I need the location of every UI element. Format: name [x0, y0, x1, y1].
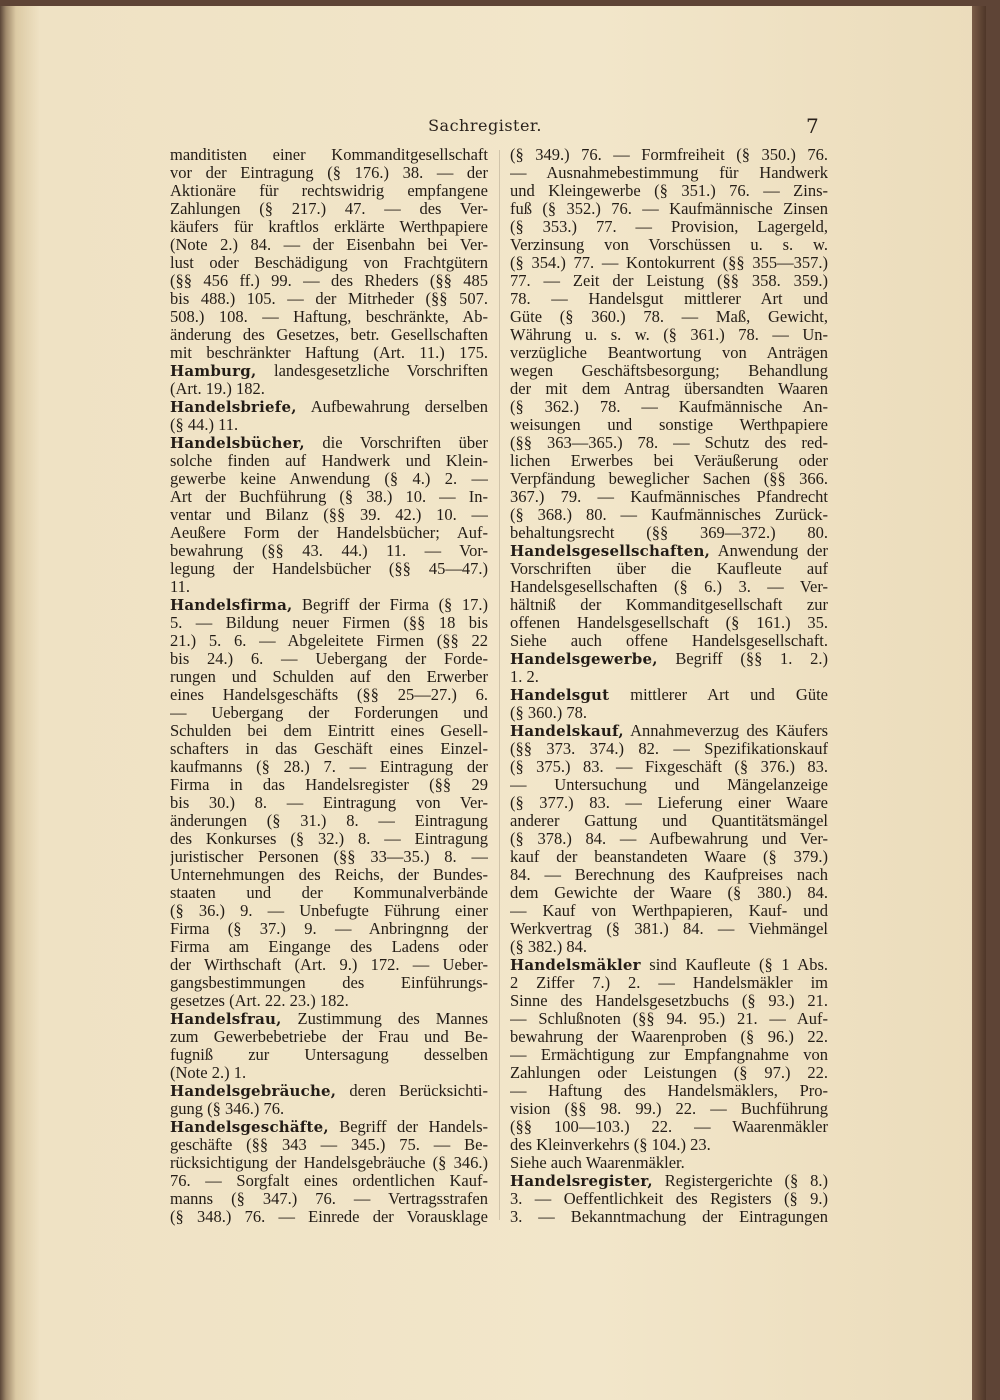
index-line: [510, 1208, 828, 1226]
index-text: Begriff (§§ 1. 2.): [675, 650, 828, 668]
index-text: Begriff der Firma (§ 17.): [302, 596, 488, 614]
index-text: 84. — Berechnung des Kaufpreises nach: [510, 866, 828, 884]
index-line: [510, 1010, 828, 1028]
index-text: offenen Handelsgesellschaft (§ 161.) 35.: [510, 614, 828, 632]
index-line: [510, 560, 828, 578]
index-text: 77. — Zeit der Leistung (§§ 358. 359.): [510, 272, 828, 290]
index-text: (§ 382.) 84.: [510, 937, 587, 956]
index-line: [510, 866, 828, 884]
index-text: Firma (§ 37.) 9. — Anbringnng der: [170, 920, 488, 938]
index-entry-start: [170, 1010, 488, 1028]
index-line: [510, 326, 828, 344]
index-text: bis 488.) 105. — der Mitrheder (§§ 507.: [170, 290, 488, 308]
index-text: geschäfte (§§ 343 — 345.) 75. — Be-: [170, 1136, 488, 1154]
index-line: [510, 1028, 828, 1046]
index-text: gangsbestimmungen des Einführungs-: [170, 974, 488, 992]
index-text: 21.) 5. 6. — Abgeleitete Firmen (§§ 22: [170, 632, 488, 650]
index-line: [170, 884, 488, 902]
index-entry-start: [170, 398, 488, 416]
index-line: [510, 254, 828, 272]
index-line: [510, 470, 828, 488]
index-headword: Handelsfrau,: [170, 1010, 282, 1028]
index-text: (§ 353.) 77. — Provision, Lagergeld,: [510, 218, 828, 236]
index-line: [510, 200, 828, 218]
index-line: [170, 776, 488, 794]
index-line: [170, 524, 488, 542]
index-text: Begriff der Handels-: [339, 1118, 488, 1136]
index-line: [510, 236, 828, 254]
index-line: [510, 344, 828, 362]
index-headword: Handelsgewerbe,: [510, 650, 658, 668]
index-entry-start: [170, 434, 488, 452]
index-headword: Handelsgebräuche,: [170, 1082, 337, 1100]
index-text: Schulden bei dem Eintritt eines Gesell-: [170, 722, 488, 740]
index-line: [510, 488, 828, 506]
index-line: [510, 758, 828, 776]
index-line: [510, 1100, 828, 1118]
index-text: 508.) 108. — Haftung, beschränkte, Ab-: [170, 308, 488, 326]
index-line: [170, 1136, 488, 1154]
index-text: gung (§ 346.) 76.: [170, 1099, 285, 1118]
index-line: [510, 848, 828, 866]
index-line: [510, 902, 828, 920]
index-line: [510, 452, 828, 470]
column-divider: [499, 150, 500, 1220]
index-text: (§ 378.) 84. — Aufbewahrung und Ver-: [510, 830, 828, 848]
index-line: [170, 470, 488, 488]
index-line: [170, 992, 488, 1010]
index-line: [510, 1118, 828, 1136]
index-text: manns (§ 347.) 76. — Vertragsstrafen: [170, 1190, 488, 1208]
index-line: [170, 290, 488, 308]
index-line: [170, 218, 488, 236]
index-entry-start: [170, 596, 488, 614]
index-text: 3. — Oeffentlichkeit des Registers (§ 9.): [510, 1190, 828, 1208]
index-text: rungen und Schulden auf den Erwerber: [170, 668, 488, 686]
index-text: (§§ 100—103.) 22. — Waarenmäkler: [510, 1118, 828, 1136]
index-line: [170, 344, 488, 362]
index-text: zum Gewerbebetriebe der Frau und Be-: [170, 1028, 488, 1046]
index-line: [510, 1046, 828, 1064]
book-page: [0, 6, 986, 1400]
index-text: änderung des Gesetzes, betr. Gesellschaften: [170, 326, 488, 344]
index-entry-start: [510, 686, 828, 704]
index-column-right: [510, 146, 828, 1226]
index-text: (§ 354.) 77. — Kontokurrent (§§ 355—357.): [510, 254, 828, 272]
index-text: bis 24.) 6. — Uebergang der Forde-: [170, 650, 488, 668]
index-line: [170, 488, 488, 506]
index-text: Aufbewahrung derselben: [310, 398, 488, 416]
index-text: 5. — Bildung neuer Firmen (§§ 18 bis: [170, 614, 488, 632]
index-line: [170, 542, 488, 560]
index-line: [510, 632, 828, 650]
index-headword: Handelsgeschäfte,: [170, 1118, 329, 1136]
index-text: Verpfändung beweglicher Sachen (§§ 366.: [510, 470, 828, 488]
index-entry-start: [170, 1118, 488, 1136]
index-entry-start: [170, 362, 488, 380]
index-line: [170, 560, 488, 578]
index-text: schafters in das Geschäft eines Einzel-: [170, 740, 488, 758]
index-text: (§ 375.) 83. — Fixgeschäft (§ 376.) 83.: [510, 758, 828, 776]
index-text: Annahmeverzug des Käufers: [630, 722, 828, 740]
index-text: (§ 377.) 83. — Lieferung einer Waare: [510, 794, 828, 812]
index-text: des Konkurses (§ 32.) 8. — Eintragung: [170, 830, 488, 848]
index-text: eines Handelsgeschäfts (§§ 25—27.) 6.: [170, 686, 488, 704]
index-line: [170, 920, 488, 938]
index-text: lust oder Beschädigung von Frachtgütern: [170, 254, 488, 272]
index-text: gewerbe keine Anwendung (§ 4.) 2. —: [170, 470, 488, 488]
index-text: — Kauf von Werthpapieren, Kauf- und: [510, 902, 828, 920]
index-line: [510, 1190, 828, 1208]
index-line: [510, 830, 828, 848]
index-text: juristischer Personen (§§ 33—35.) 8. —: [170, 848, 488, 866]
index-text: — Uebergang der Forderungen und: [170, 704, 488, 722]
index-line: [510, 218, 828, 236]
index-line: [510, 308, 828, 326]
index-line: [510, 1154, 828, 1172]
index-text: (§§ 373. 374.) 82. — Spezifikationskauf: [510, 740, 828, 758]
index-line: [510, 164, 828, 182]
index-line: [170, 146, 488, 164]
index-text: (§ 368.) 80. — Kaufmännisches Zurück-: [510, 506, 828, 524]
index-text: 78. — Handelsgut mittlerer Art und: [510, 290, 828, 308]
index-line: [170, 1208, 488, 1226]
index-text: kauf der beanstandeten Waare (§ 379.): [510, 848, 828, 866]
running-header: Sachregister.: [428, 116, 542, 135]
index-text: Zahlungen oder Leistungen (§ 97.) 22.: [510, 1064, 828, 1082]
index-line: [510, 974, 828, 992]
index-line: [170, 1100, 488, 1118]
book-cover-edge: [972, 6, 986, 1400]
index-line: [510, 380, 828, 398]
index-headword: Handelsbriefe,: [170, 398, 297, 416]
index-line: [170, 668, 488, 686]
index-line: [170, 794, 488, 812]
index-entry-start: [510, 956, 828, 974]
index-headword: Handelsbücher,: [170, 434, 305, 452]
index-line: [170, 866, 488, 884]
index-text: Firma in das Handelsregister (§§ 29: [170, 776, 488, 794]
index-line: [170, 758, 488, 776]
index-line: [170, 740, 488, 758]
index-text: der Wirthschaft (Art. 9.) 172. — Ueber-: [170, 956, 488, 974]
index-line: [510, 668, 828, 686]
index-text: Art der Buchführung (§ 38.) 10. — In-: [170, 488, 488, 506]
index-text: Zahlungen (§ 217.) 47. — des Ver-: [170, 200, 488, 218]
index-line: [170, 380, 488, 398]
index-line: [170, 236, 488, 254]
index-text: kaufmanns (§ 28.) 7. — Eintragung der: [170, 758, 488, 776]
index-text: des Kleinverkehrs (§ 104.) 23.: [510, 1135, 711, 1154]
index-line: [170, 272, 488, 290]
index-text: änderungen (§ 31.) 8. — Eintragung: [170, 812, 488, 830]
index-text: 367.) 79. — Kaufmännisches Pfandrecht: [510, 488, 828, 506]
index-line: [510, 812, 828, 830]
index-text: (§ 44.) 11.: [170, 415, 239, 434]
index-text: Aeußere Form der Handelsbücher; Auf-: [170, 524, 488, 542]
index-headword: Handelskauf,: [510, 722, 624, 740]
index-text: 2 Ziffer 7.) 2. — Handelsmäkler im: [510, 974, 828, 992]
index-text: (§ 36.) 9. — Unbefugte Führung einer: [170, 902, 488, 920]
index-text: (§ 348.) 76. — Einrede der Vorausklage: [170, 1208, 488, 1226]
page-number: 7: [806, 114, 819, 138]
index-text: Handelsgesellschaften (§ 6.) 3. — Ver-: [510, 578, 828, 596]
index-line: [510, 794, 828, 812]
index-line: [510, 506, 828, 524]
index-text: Verzinsung von Vorschüssen u. s. w.: [510, 236, 828, 254]
index-text: Werkvertrag (§ 381.) 84. — Viehmängel: [510, 920, 828, 938]
index-text: Zustimmung des Mannes: [297, 1010, 488, 1028]
index-text: ventar und Bilanz (§§ 39. 42.) 10. —: [170, 506, 488, 524]
index-text: Aktionäre für rechtswidrig empfangene: [170, 182, 488, 200]
index-line: [170, 614, 488, 632]
index-line: [510, 920, 828, 938]
index-text: 1. 2.: [510, 667, 539, 686]
index-line: [510, 146, 828, 164]
index-entry-start: [170, 1082, 488, 1100]
index-text: 11.: [170, 577, 191, 596]
index-line: [170, 632, 488, 650]
index-text: sind Kaufleute (§ 1 Abs.: [649, 956, 828, 974]
index-line: [510, 290, 828, 308]
index-text: vision (§§ 98. 99.) 22. — Buchführung: [510, 1100, 828, 1118]
index-line: [170, 416, 488, 434]
index-line: [170, 200, 488, 218]
index-line: [510, 416, 828, 434]
index-text: anderer Gattung und Quantitätsmängel: [510, 812, 828, 830]
index-line: [170, 308, 488, 326]
index-headword: Handelsmäkler: [510, 956, 641, 974]
index-line: [170, 722, 488, 740]
index-text: legung der Handelsbücher (§§ 45—47.): [170, 560, 488, 578]
index-text: Siehe auch offene Handelsgesellschaft.: [510, 632, 828, 650]
index-line: [170, 1154, 488, 1172]
index-line: [510, 1064, 828, 1082]
index-line: [510, 362, 828, 380]
index-text: — Ausnahmebestimmung für Handwerk: [510, 164, 828, 182]
index-text: (Note 2.) 1.: [170, 1063, 247, 1082]
index-line: [510, 704, 828, 722]
index-line: [170, 650, 488, 668]
index-line: [510, 596, 828, 614]
index-line: [170, 254, 488, 272]
index-line: [510, 272, 828, 290]
index-line: [170, 686, 488, 704]
index-text: lichen Erwerbes bei Veräußerung oder: [510, 452, 828, 470]
index-text: 76. — Sorgfalt eines ordentlichen Kauf-: [170, 1172, 488, 1190]
index-text: rücksichtigung der Handelsgebräuche (§ 346.): [170, 1154, 488, 1172]
index-text: Güte (§ 360.) 78. — Maß, Gewicht,: [510, 308, 828, 326]
index-text: (§ 362.) 78. — Kaufmännische An-: [510, 398, 828, 416]
index-text: (§ 349.) 76. — Formfreiheit (§ 350.) 76.: [510, 146, 828, 164]
index-text: der mit dem Antrag übersandten Waaren: [510, 380, 828, 398]
index-text: Anwendung der: [717, 542, 828, 560]
index-text: Registergerichte (§ 8.): [664, 1172, 828, 1190]
index-text: Sinne des Handelsgesetzbuchs (§ 93.) 21.: [510, 992, 828, 1010]
index-headword: Hamburg,: [170, 362, 257, 380]
index-line: [170, 1046, 488, 1064]
index-text: die Vorschriften über: [322, 434, 488, 452]
index-text: Währung u. s. w. (§ 361.) 78. — Un-: [510, 326, 828, 344]
index-entry-start: [510, 542, 828, 560]
index-text: Firma am Eingange des Ladens oder: [170, 938, 488, 956]
index-line: [170, 506, 488, 524]
index-text: gesetzes (Art. 22. 23.) 182.: [170, 991, 349, 1010]
index-text: (§§ 363—365.) 78. — Schutz des red-: [510, 434, 828, 452]
index-line: [170, 974, 488, 992]
index-line: [510, 1082, 828, 1100]
index-line: [170, 1064, 488, 1082]
index-text: hältniß der Kommanditgesellschaft zur: [510, 596, 828, 614]
index-text: manditisten einer Kommanditgesellschaft: [170, 146, 488, 164]
index-entry-start: [510, 722, 828, 740]
index-text: staaten und der Kommunalverbände: [170, 884, 488, 902]
index-line: [170, 452, 488, 470]
index-text: käufers für kraftlos erklärte Werthpapiere: [170, 218, 488, 236]
index-line: [510, 938, 828, 956]
index-line: [510, 884, 828, 902]
index-text: (§§ 456 ff.) 99. — des Rheders (§§ 485: [170, 272, 488, 290]
index-text: Vorschriften über die Kaufleute auf: [510, 560, 828, 578]
index-headword: Handelsregister,: [510, 1172, 653, 1190]
index-line: [510, 398, 828, 416]
index-text: 3. — Bekanntmachung der Eintragungen: [510, 1208, 828, 1226]
index-line: [510, 578, 828, 596]
index-headword: Handelsgut: [510, 686, 610, 704]
index-text: bewahrung der Waarenproben (§ 96.) 22.: [510, 1028, 828, 1046]
index-text: deren Berücksichti-: [349, 1082, 488, 1100]
index-text: — Untersuchung und Mängelanzeige: [510, 776, 828, 794]
index-entry-start: [510, 650, 828, 668]
index-line: [510, 740, 828, 758]
index-text: dem Gewichte der Waare (§ 380.) 84.: [510, 884, 828, 902]
index-line: [170, 938, 488, 956]
index-line: [170, 326, 488, 344]
index-line: [170, 1172, 488, 1190]
index-headword: Handelsfirma,: [170, 596, 293, 614]
index-line: [510, 992, 828, 1010]
index-line: [510, 614, 828, 632]
index-line: [170, 848, 488, 866]
index-line: [170, 182, 488, 200]
index-line: [170, 812, 488, 830]
index-text: (Note 2.) 84. — der Eisenbahn bei Ver-: [170, 236, 488, 254]
index-text: mit beschränkter Haftung (Art. 11.) 175.: [170, 344, 488, 362]
index-line: [510, 434, 828, 452]
index-line: [170, 704, 488, 722]
index-text: bewahrung (§§ 43. 44.) 11. — Vor-: [170, 542, 488, 560]
index-text: wegen Geschäftsbesorgung; Behandlung: [510, 362, 828, 380]
index-line: [510, 524, 828, 542]
index-text: — Haftung des Handelsmäklers, Pro-: [510, 1082, 828, 1100]
index-text: und Kleingewerbe (§ 351.) 76. — Zins-: [510, 182, 828, 200]
index-line: [170, 956, 488, 974]
index-text: landesgesetzliche Vorschriften: [273, 362, 488, 380]
index-text: vor der Eintragung (§ 176.) 38. — der: [170, 164, 488, 182]
index-text: (§ 360.) 78.: [510, 703, 587, 722]
index-text: fuß (§ 352.) 76. — Kaufmännische Zinsen: [510, 200, 828, 218]
index-text: mittlerer Art und Güte: [630, 686, 828, 704]
index-line: [170, 164, 488, 182]
index-text: Unternehmungen des Reichs, der Bundes-: [170, 866, 488, 884]
index-text: solche finden auf Handwerk und Klein-: [170, 452, 488, 470]
index-text: verzügliche Beantwortung von Anträgen: [510, 344, 828, 362]
index-line: [170, 578, 488, 596]
index-line: [510, 182, 828, 200]
index-text: weisungen und sonstige Werthpapiere: [510, 416, 828, 434]
index-text: Siehe auch Waarenmäkler.: [510, 1153, 685, 1172]
index-line: [170, 1028, 488, 1046]
index-line: [510, 776, 828, 794]
index-text: — Schlußnoten (§§ 94. 95.) 21. — Auf-: [510, 1010, 828, 1028]
index-column-left: [170, 146, 488, 1226]
index-text: bis 30.) 8. — Eintragung von Ver-: [170, 794, 488, 812]
index-text: (Art. 19.) 182.: [170, 379, 265, 398]
index-line: [170, 1190, 488, 1208]
index-text: behaltungsrecht (§§ 369—372.) 80.: [510, 524, 828, 542]
index-entry-start: [510, 1172, 828, 1190]
index-line: [170, 902, 488, 920]
index-line: [510, 1136, 828, 1154]
index-line: [170, 830, 488, 848]
index-text: — Ermächtigung zur Empfangnahme von: [510, 1046, 828, 1064]
index-text: fugniß zur Untersagung desselben: [170, 1046, 488, 1064]
index-headword: Handelsgesellschaften,: [510, 542, 711, 560]
